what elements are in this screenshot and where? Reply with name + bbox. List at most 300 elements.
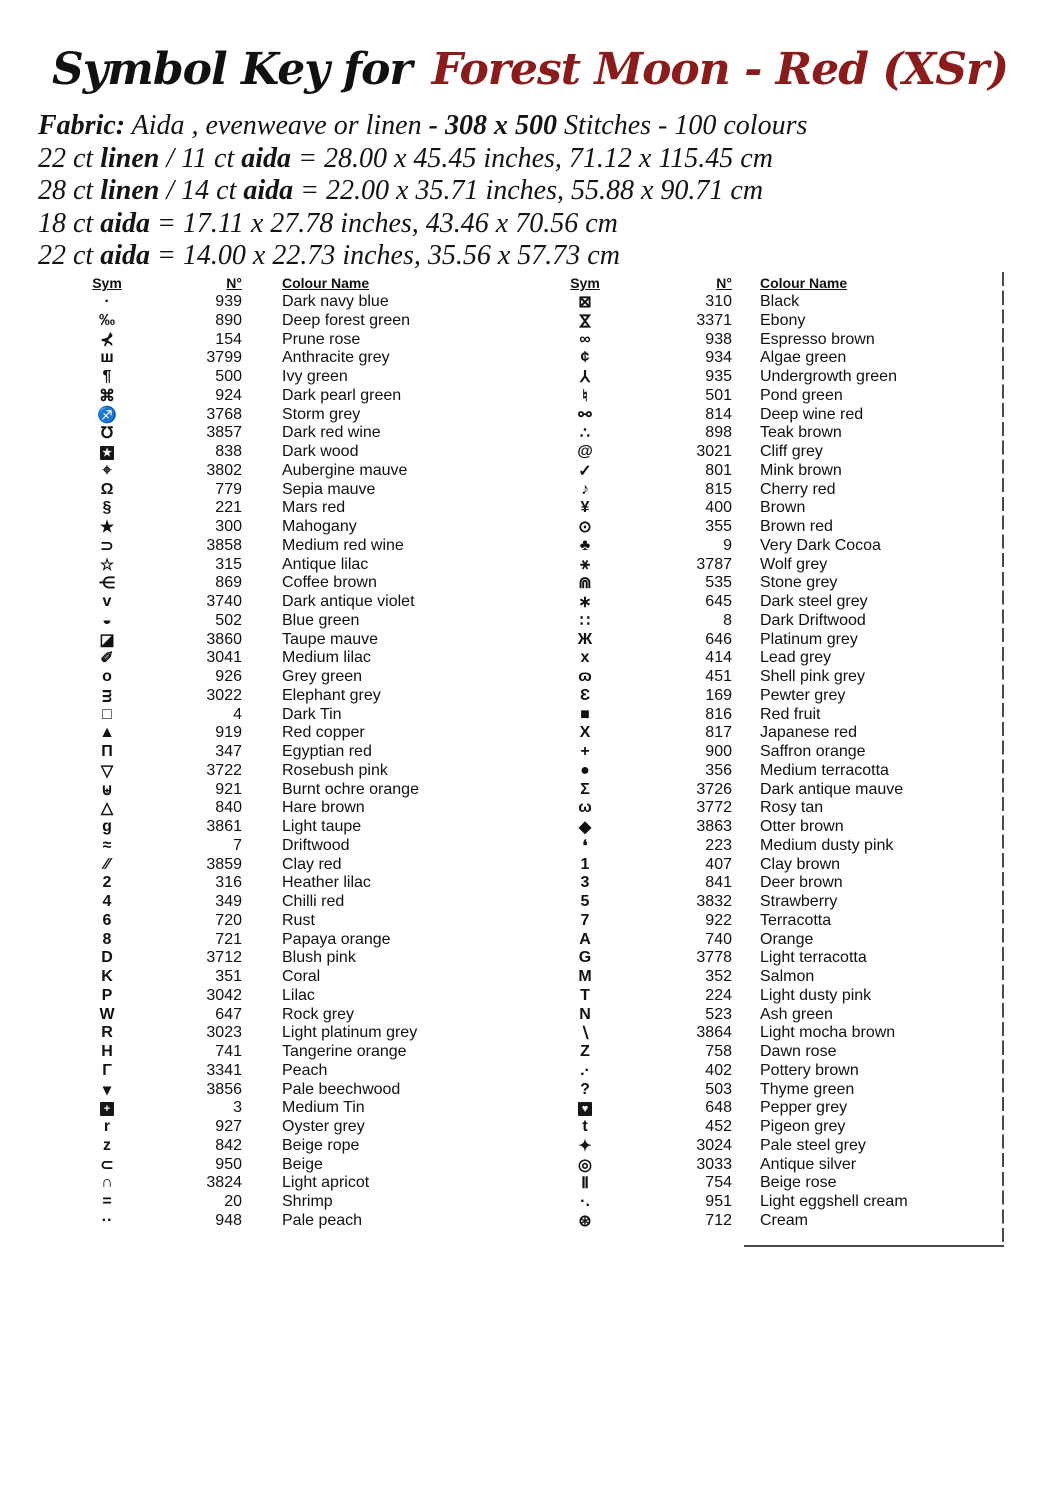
thread-number-cell: 3858 <box>206 536 242 554</box>
stitch-symbol: ♥ <box>578 1102 592 1116</box>
thread-number-cell: 3778 <box>696 949 732 967</box>
symbol-cell <box>78 798 136 818</box>
thread-number-cell: 310 <box>705 293 732 311</box>
thread-number-cell: 840 <box>215 799 242 817</box>
stitch-symbol: ⊠ <box>578 294 592 312</box>
column-header-colour-name: Colour Name <box>760 275 848 292</box>
symbol-cell <box>78 1043 136 1061</box>
table-row <box>556 368 908 387</box>
thread-number-cell: 352 <box>705 968 732 986</box>
symbol-cell <box>78 593 136 611</box>
table-row <box>556 630 908 649</box>
table-row <box>556 930 908 949</box>
symbol-cell <box>556 931 614 949</box>
table-row <box>556 968 908 987</box>
stitch-symbol: r <box>103 1118 111 1136</box>
table-row <box>78 799 419 818</box>
thread-number-cell: 816 <box>705 705 732 723</box>
thread-number-cell: 3863 <box>696 818 732 836</box>
thread-number-cell: 712 <box>705 1211 732 1229</box>
page-title <box>0 44 1060 95</box>
thread-number-cell: 741 <box>215 1043 242 1061</box>
thread-number-cell: 169 <box>705 686 732 704</box>
table-row <box>78 1005 419 1024</box>
colour-name-cell: Dark wood <box>282 443 359 461</box>
symbol-cell <box>556 423 614 443</box>
colour-name-cell: Antique silver <box>760 1155 857 1173</box>
table-row <box>78 649 419 668</box>
thread-number-cell: 3023 <box>206 1024 242 1042</box>
table-row <box>78 930 419 949</box>
symbol-cell <box>556 687 614 705</box>
table-row <box>78 987 419 1006</box>
table-row <box>78 574 419 593</box>
symbol-cell <box>78 743 136 761</box>
table-row <box>78 668 419 687</box>
colour-name-cell: Deer brown <box>760 874 843 892</box>
table-row <box>556 312 908 331</box>
thread-number-cell: 935 <box>705 368 732 386</box>
stitch-symbol: ·· <box>101 1211 113 1229</box>
symbol-cell <box>556 893 614 911</box>
colour-name-cell: Taupe mauve <box>282 630 379 648</box>
colour-name-cell: Blush pink <box>282 949 356 967</box>
colour-name-cell: Strawberry <box>760 893 838 911</box>
table-row <box>78 1062 419 1081</box>
thread-number-cell: 926 <box>215 668 242 686</box>
table-row <box>556 1080 908 1099</box>
symbol-cell <box>78 837 136 855</box>
symbol-cell <box>78 499 136 517</box>
symbol-cell <box>556 556 614 574</box>
symbol-cell <box>556 1193 614 1211</box>
stitch-symbol: 6 <box>102 911 112 929</box>
colour-name-cell: Medium dusty pink <box>760 836 894 854</box>
table-bottom-border <box>744 1245 1004 1247</box>
thread-number-cell: 951 <box>705 1193 732 1211</box>
symbol-cell <box>556 1023 614 1043</box>
colour-name-cell: Black <box>760 293 800 311</box>
stitch-symbol: ♪ <box>581 480 589 498</box>
stitch-symbol: ·. <box>580 1193 590 1211</box>
thread-number-cell: 3 <box>233 1099 242 1117</box>
symbol-cell <box>78 912 136 930</box>
table-row <box>556 349 908 368</box>
colour-name-cell: Dark antique mauve <box>760 780 904 798</box>
thread-number-cell: 316 <box>215 874 242 892</box>
table-row <box>78 387 419 406</box>
stitch-symbol: ᴟ <box>102 686 112 704</box>
stitch-symbol: g <box>102 818 112 836</box>
thread-number-cell: 919 <box>215 724 242 742</box>
colour-name-cell: Shrimp <box>282 1193 333 1211</box>
symbol-cell <box>78 630 136 650</box>
column-header-number: N° <box>716 275 732 292</box>
stitch-symbol: ◒ <box>102 611 112 629</box>
symbol-cell <box>556 367 614 387</box>
symbol-cell <box>556 1043 614 1061</box>
table-row <box>556 612 908 631</box>
colour-name-cell: Dark navy blue <box>282 293 389 311</box>
table-row <box>78 312 419 331</box>
stitch-symbol: ɷ <box>578 668 592 686</box>
colour-name-cell: Espresso brown <box>760 330 875 348</box>
stitch-symbol: ☆ <box>99 556 115 574</box>
thread-number-cell: 838 <box>215 443 242 461</box>
colour-name-cell: Mahogany <box>282 518 357 536</box>
colour-name-cell: Ash green <box>760 1005 833 1023</box>
thread-number-cell: 3772 <box>696 799 732 817</box>
colour-name-cell: Saffron orange <box>760 743 866 761</box>
table-row <box>78 687 419 706</box>
symbol-cell <box>78 349 136 367</box>
thread-number-cell: 648 <box>705 1099 732 1117</box>
colour-name-cell: Egyptian red <box>282 743 372 761</box>
thread-number-cell: 934 <box>705 349 732 367</box>
symbol-cell <box>556 537 614 555</box>
thread-number-cell: 351 <box>215 968 242 986</box>
stitch-symbol: W <box>99 1005 115 1023</box>
thread-number-cell: 349 <box>215 893 242 911</box>
stitch-symbol: 2 <box>102 874 112 892</box>
thread-number-cell: 939 <box>215 293 242 311</box>
symbol-cell <box>78 293 136 311</box>
symbol-cell <box>556 856 614 874</box>
thread-number-cell: 221 <box>215 499 242 517</box>
symbol-cell <box>78 312 136 330</box>
table-row <box>556 743 908 762</box>
table-row <box>556 1099 908 1118</box>
colour-name-cell: Elephant grey <box>282 686 381 704</box>
symbol-cell <box>78 555 136 575</box>
colour-name-cell: Storm grey <box>282 405 361 423</box>
colour-name-cell: Cream <box>760 1211 809 1229</box>
stitch-symbol: z <box>103 1136 111 1154</box>
table-row <box>556 443 908 462</box>
stitch-symbol: N <box>579 1005 591 1023</box>
fabric-line: Fabric: Aida , evenweave or linen - 308 x 500 Stitches - 100 colours <box>38 110 808 141</box>
stitch-symbol: 5 <box>580 893 590 911</box>
stitch-symbol: △ <box>100 800 114 818</box>
thread-number-cell: 815 <box>705 480 732 498</box>
stitch-symbol: § <box>102 499 112 517</box>
table-row <box>78 1193 419 1212</box>
table-row <box>556 987 908 1006</box>
thread-number-cell: 347 <box>215 743 242 761</box>
table-row <box>556 387 908 406</box>
thread-number-cell: 407 <box>705 855 732 873</box>
colour-name-cell: Light platinum grey <box>282 1024 418 1042</box>
table-row <box>556 405 908 424</box>
table-row <box>556 705 908 724</box>
table-row <box>556 1212 908 1231</box>
symbol-cell <box>78 573 136 593</box>
colour-name-cell: Driftwood <box>282 836 350 854</box>
symbol-cell <box>556 987 614 1005</box>
symbol-cell <box>78 1174 136 1192</box>
colour-name-cell: Oyster grey <box>282 1118 365 1136</box>
colour-name-cell: Algae green <box>760 349 847 367</box>
table-row <box>78 537 419 556</box>
colour-name-cell: Mink brown <box>760 461 842 479</box>
table-row <box>556 762 908 781</box>
stitch-symbol: ⚯ <box>578 406 592 424</box>
table-row <box>78 1024 419 1043</box>
colour-name-cell: Ivy green <box>282 368 348 386</box>
stitch-symbol: ⊂ <box>100 1156 114 1174</box>
colour-name-cell: Terracotta <box>760 911 832 929</box>
symbol-cell <box>556 836 614 856</box>
symbol-cell <box>78 1137 136 1155</box>
thread-number-cell: 754 <box>705 1174 732 1192</box>
table-row <box>78 780 419 799</box>
fabric-line: 22 ct aida = 14.00 x 22.73 inches, 35.56 x 57.73 cm <box>38 240 620 271</box>
stitch-symbol: ✦ <box>578 1137 592 1155</box>
stitch-symbol: ◪ <box>99 631 115 649</box>
thread-number-cell: 3856 <box>206 1080 242 1098</box>
table-row <box>556 668 908 687</box>
thread-number-cell: 3860 <box>206 630 242 648</box>
symbol-cell <box>78 1080 136 1100</box>
thread-number-cell: 647 <box>215 1005 242 1023</box>
table-row <box>78 912 419 931</box>
thread-number-cell: 3864 <box>696 1024 732 1042</box>
symbol-cell <box>556 573 614 593</box>
stitch-symbol: Ж <box>577 630 593 648</box>
colour-name-cell: Anthracite grey <box>282 349 390 367</box>
colour-name-cell: Japanese red <box>760 724 857 742</box>
colour-name-cell: Hare brown <box>282 799 365 817</box>
stitch-symbol: ★ <box>99 519 115 537</box>
stitch-symbol: ⊛ <box>578 1212 592 1230</box>
symbol-cell <box>78 724 136 742</box>
thread-number-cell: 355 <box>705 518 732 536</box>
colour-name-cell: Medium Tin <box>282 1099 365 1117</box>
stitch-symbol: ▽ <box>100 762 114 780</box>
table-row <box>556 1043 908 1062</box>
stitch-symbol: 1 <box>580 855 590 873</box>
symbol-cell <box>78 443 136 461</box>
table-row <box>78 499 419 518</box>
symbol-cell <box>78 987 136 1005</box>
stitch-symbol: P <box>101 986 113 1004</box>
thread-number-cell: 3022 <box>206 686 242 704</box>
colour-name-cell: Blue green <box>282 611 360 629</box>
symbol-cell <box>78 968 136 986</box>
colour-name-cell: Light taupe <box>282 818 362 836</box>
thread-number-cell: 501 <box>705 386 732 404</box>
thread-number-cell: 921 <box>215 780 242 798</box>
symbol-cell <box>556 968 614 986</box>
thread-number-cell: 890 <box>215 311 242 329</box>
colour-name-cell: Thyme green <box>760 1080 855 1098</box>
thread-number-cell: 414 <box>705 649 732 667</box>
colour-name-cell: Beige rose <box>760 1174 837 1192</box>
table-row <box>78 555 419 574</box>
page-title-red: Forest Moon - Red (XSr) <box>431 44 1009 95</box>
symbol-cell <box>556 1118 614 1136</box>
thread-number-cell: 3042 <box>206 986 242 1004</box>
table-row <box>556 424 908 443</box>
symbol-cell <box>78 462 136 480</box>
stitch-symbol: ▾ <box>102 1081 112 1099</box>
column-header-number: N° <box>226 275 242 292</box>
stitch-symbol: ¢ <box>580 349 590 367</box>
thread-number-cell: 842 <box>215 1136 242 1154</box>
table-row <box>556 593 908 612</box>
stitch-symbol: .· <box>580 1061 590 1079</box>
symbol-cell <box>556 1062 614 1080</box>
symbol-cell <box>78 1193 136 1211</box>
colour-name-cell: Light dusty pink <box>760 986 872 1004</box>
thread-number-cell: 758 <box>705 1043 732 1061</box>
colour-name-cell: Pottery brown <box>760 1061 859 1079</box>
stitch-symbol: ? <box>580 1080 590 1098</box>
stitch-symbol: t <box>582 1118 588 1136</box>
symbol-cell <box>556 611 614 631</box>
colour-name-cell: Very Dark Cocoa <box>760 536 881 554</box>
symbol-cell <box>556 331 614 349</box>
symbol-key-table-left <box>78 274 419 1230</box>
symbol-cell <box>556 799 614 817</box>
stitch-symbol: Γ <box>102 1061 112 1079</box>
colour-name-cell: Antique lilac <box>282 555 369 573</box>
thread-number-cell: 3802 <box>206 461 242 479</box>
colour-name-cell: Shell pink grey <box>760 668 865 686</box>
table-row <box>556 462 908 481</box>
colour-name-cell: Dark Driftwood <box>760 611 866 629</box>
thread-number-cell: 3033 <box>696 1155 732 1173</box>
table-row <box>556 1062 908 1081</box>
symbol-cell <box>78 668 136 686</box>
colour-name-cell: Cherry red <box>760 480 836 498</box>
symbol-cell <box>556 311 614 331</box>
thread-number-cell: 779 <box>215 480 242 498</box>
stitch-symbol: ✐ <box>100 650 114 668</box>
colour-name-cell: Dark pearl green <box>282 386 402 404</box>
colour-name-cell: Dark red wine <box>282 424 381 442</box>
thread-number-cell: 535 <box>705 574 732 592</box>
table-row <box>556 649 908 668</box>
stitch-symbol: ∴ <box>579 425 591 443</box>
table-header-row <box>556 274 908 293</box>
symbol-cell <box>556 1155 614 1175</box>
stitch-symbol: 3 <box>580 874 590 892</box>
thread-number-cell: 154 <box>215 330 242 348</box>
thread-number-cell: 500 <box>215 368 242 386</box>
fabric-info <box>38 110 807 273</box>
stitch-symbol: A <box>579 930 591 948</box>
table-row <box>78 949 419 968</box>
fabric-line: 18 ct aida = 17.11 x 27.78 inches, 43.46 x 70.56 cm <box>38 207 618 239</box>
table-row <box>78 443 419 462</box>
stitch-symbol: Σ <box>580 780 590 798</box>
table-row <box>556 518 908 537</box>
fabric-line: 22 ct linen / 11 ct aida = 28.00 x 45.45 inches, 71.12 x 115.45 cm <box>38 142 773 174</box>
table-row <box>78 818 419 837</box>
stitch-symbol: ● <box>580 761 590 779</box>
stitch-symbol: ω <box>578 799 592 817</box>
symbol-cell <box>556 1081 614 1099</box>
colour-name-cell: Rock grey <box>282 1005 355 1023</box>
thread-number-cell: 3768 <box>206 405 242 423</box>
table-row <box>78 1080 419 1099</box>
thread-number-cell: 451 <box>705 668 732 686</box>
table-row <box>78 462 419 481</box>
stitch-symbol: ★ <box>100 446 114 460</box>
table-row <box>556 537 908 556</box>
table-row <box>78 705 419 724</box>
colour-name-cell: Dark steel grey <box>760 593 868 611</box>
stitch-symbol: ♐ <box>97 406 117 424</box>
thread-number-cell: 948 <box>215 1211 242 1229</box>
stitch-symbol: Ω <box>100 480 114 498</box>
symbol-cell <box>78 330 136 350</box>
symbol-cell <box>78 517 136 537</box>
colour-name-cell: Burnt ochre orange <box>282 780 419 798</box>
thread-number-cell: 740 <box>705 930 732 948</box>
stitch-symbol: x <box>580 649 590 667</box>
colour-name-cell: Dark Tin <box>282 705 342 723</box>
table-row <box>556 780 908 799</box>
symbol-cell <box>78 386 136 406</box>
thread-number-cell: 3024 <box>696 1136 732 1154</box>
thread-number-cell: 402 <box>705 1061 732 1079</box>
table-body <box>78 293 419 1231</box>
symbol-cell <box>78 481 136 499</box>
thread-number-cell: 950 <box>215 1155 242 1173</box>
stitch-symbol: K <box>101 968 113 986</box>
colour-name-cell: Lead grey <box>760 649 832 667</box>
column-header-sym: Sym <box>570 275 600 292</box>
table-row <box>556 555 908 574</box>
column-header-sym: Sym <box>92 275 122 292</box>
table-row <box>78 630 419 649</box>
colour-name-cell: Salmon <box>760 968 815 986</box>
colour-name-cell: Brown <box>760 499 806 517</box>
colour-name-cell: Beige rope <box>282 1136 360 1154</box>
thread-number-cell: 300 <box>215 518 242 536</box>
table-row <box>78 1118 419 1137</box>
stitch-symbol: M <box>578 968 592 986</box>
thread-number-cell: 3712 <box>206 949 242 967</box>
thread-number-cell: 452 <box>705 1118 732 1136</box>
thread-number-cell: 3722 <box>206 761 242 779</box>
colour-name-cell: Peach <box>282 1061 328 1079</box>
stitch-symbol: o <box>102 668 112 686</box>
symbol-cell <box>556 817 614 837</box>
symbol-cell <box>78 368 136 386</box>
table-row <box>556 499 908 518</box>
symbol-cell <box>556 1006 614 1024</box>
thread-number-cell: 646 <box>705 630 732 648</box>
symbol-cell <box>556 706 614 724</box>
symbol-cell <box>556 762 614 780</box>
colour-name-cell: Dawn rose <box>760 1043 837 1061</box>
table-row <box>556 1005 908 1024</box>
stitch-symbol: D <box>101 949 113 967</box>
symbol-cell <box>556 743 614 761</box>
thread-number-cell: 7 <box>233 836 242 854</box>
thread-number-cell: 503 <box>705 1080 732 1098</box>
thread-number-cell: 801 <box>705 461 732 479</box>
table-row <box>556 1155 908 1174</box>
thread-number-cell: 523 <box>705 1005 732 1023</box>
thread-number-cell: 20 <box>224 1193 242 1211</box>
symbol-cell <box>78 536 136 556</box>
stitch-symbol: v <box>102 593 112 611</box>
symbol-cell <box>556 481 614 499</box>
